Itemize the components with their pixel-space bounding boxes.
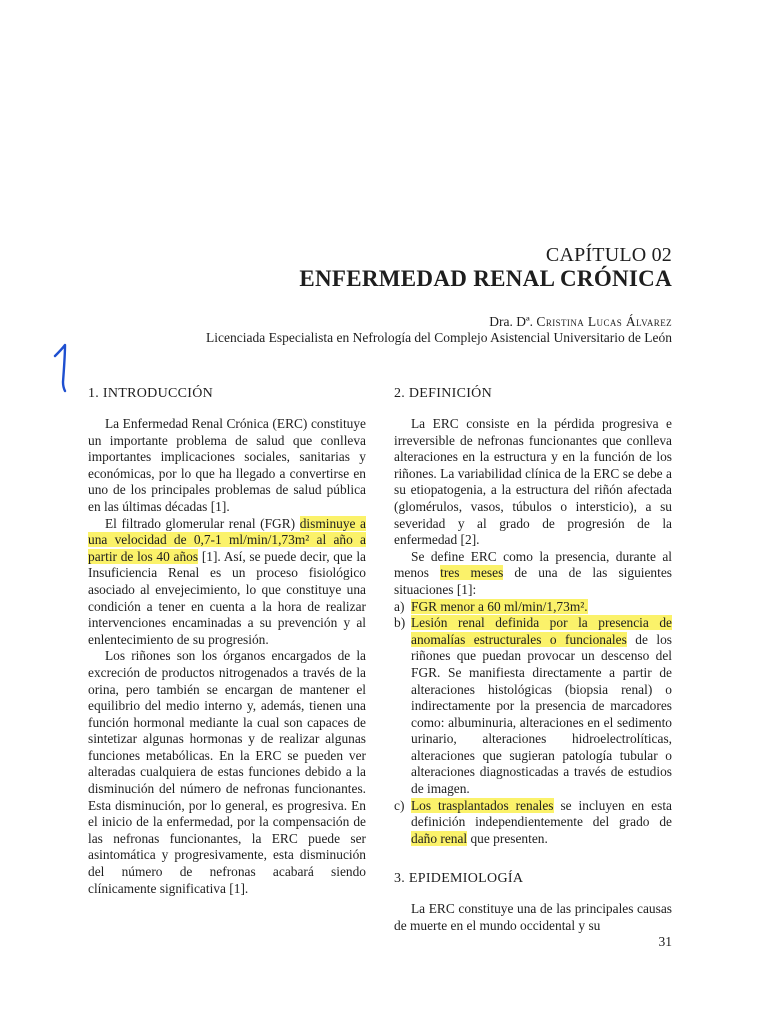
epidemiology-paragraph-1: La ERC constituye una de las principales causas de muerte en el mundo occidental y su bbox=[394, 901, 672, 934]
highlighted-text: daño renal bbox=[411, 830, 468, 846]
text-run: se incluyen en esta definición independientemente del grado de bbox=[411, 797, 672, 830]
page-number: 31 bbox=[658, 934, 672, 949]
author-affiliation: Licenciada Especialista en Nefrología del Complejo Asistencial Universitario de León bbox=[206, 330, 672, 345]
text-run: [1]. Así, se puede decir, que la Insuficiencia Renal es un proceso fisiológico asociado al envejecimiento, lo que constituye una condición a tener en cuenta a la hora de realizar intervenciones encaminadas a su prevención y al enlentecimiento de su progresión. bbox=[88, 548, 367, 647]
highlighted-text: tres meses bbox=[440, 565, 504, 581]
section-heading-introduccion: 1. INTRODUCCIÓN bbox=[88, 386, 214, 401]
left-column bbox=[88, 386, 366, 897]
highlighted-text: Los trasplantados renales bbox=[411, 797, 554, 813]
right-column bbox=[394, 386, 672, 935]
criteria-list bbox=[394, 599, 672, 848]
list-marker: b) bbox=[394, 615, 406, 631]
author-prefix: Dra. Dª. bbox=[489, 314, 534, 329]
text-run: de los riñones que puedan provocar un descenso del FGR. Se manifiesta directamente a partir de alteraciones histológicas (biopsia renal) o indirectamente por la presencia de marcadores como: albuminuria, alteraciones en el sedimento urinario, alteraciones hidroelectrolíticas, alteraciones que sugieran patología tubular o alteraciones diagnosticadas a través de estudios de imagen. bbox=[411, 631, 672, 797]
definition-paragraph-1: La ERC consiste en la pérdida progresiva e irreversible de nefronas funcionantes que conlleva alteraciones en la estructura y en la función de los riñones. La variabilidad clínica de la ERC se debe a su etiopatogenia, a la estructura del riñón afectada (glomérulos, vasos, túbulos o intersticio), a su severidad y al grado de progresión de la enfermedad [2]. bbox=[394, 416, 672, 548]
list-item bbox=[394, 798, 672, 848]
list-item bbox=[394, 599, 672, 616]
text-run: de una de las siguientes situaciones [1]: bbox=[394, 565, 672, 597]
section-heading-epidemiologia: 3. EPIDEMIOLOGÍA bbox=[394, 871, 524, 887]
text-run: Se define ERC como la presencia, durante al menos bbox=[394, 548, 672, 581]
intro-paragraph-1: La Enfermedad Renal Crónica (ERC) constituye un importante problema de salud que conlleva importantes implicaciones sociales, sanitarias y económicas, por lo que ha llegado a convertirse en uno de los principales problemas de salud pública en las últimas décadas [1]. bbox=[88, 416, 366, 514]
handwritten-pen-mark bbox=[50, 342, 80, 394]
highlighted-text: disminuye a una velocidad de 0,7-1 ml/min/1,73m² al año a partir de los 40 años bbox=[88, 515, 366, 564]
list-item bbox=[394, 615, 672, 798]
chapter-title: ENFERMEDAD RENAL CRÓNICA bbox=[299, 266, 672, 291]
definition-paragraph-2 bbox=[394, 549, 672, 599]
list-marker: c) bbox=[394, 797, 405, 813]
highlighted-text: Lesión renal definida por la presencia de anomalías estructurales o funcionales bbox=[411, 615, 672, 647]
author-name: Cristina Lucas Álvarez bbox=[536, 314, 672, 329]
chapter-number: CAPÍTULO 02 bbox=[545, 244, 672, 266]
author-line bbox=[489, 314, 672, 330]
intro-paragraph-3: Los riñones son los órganos encargados de la excreción de productos nitrogenados a través de la orina, pero también se encargan de mantener el equilibrio del medio interno y, además, tienen una función hormonal mediante la cual son capaces de sintetizar algunas hormonas y de realizar algunas funciones metabólicas. En la ERC se pueden ver alteradas cualquiera de estas funciones debido a la disminución del número de nefronas funcionantes. Esta disminución, por lo general, es progresiva. En el inicio de la enfermedad, por la compensación de las nefronas funcionantes, la ERC puede ser asintomática y progresivamente, esta disminución del número de nefronas acabará siendo clínicamente significativa [1]. bbox=[88, 648, 366, 896]
text-run: El filtrado glomerular renal (FGR) bbox=[105, 515, 300, 531]
section-heading-definicion: 2. DEFINICIÓN bbox=[394, 386, 493, 401]
list-marker: a) bbox=[394, 598, 405, 614]
highlighted-text: FGR menor a 60 ml/min/1,73m². bbox=[411, 598, 588, 614]
intro-paragraph-2 bbox=[88, 516, 366, 649]
text-run: que presenten. bbox=[467, 830, 548, 846]
